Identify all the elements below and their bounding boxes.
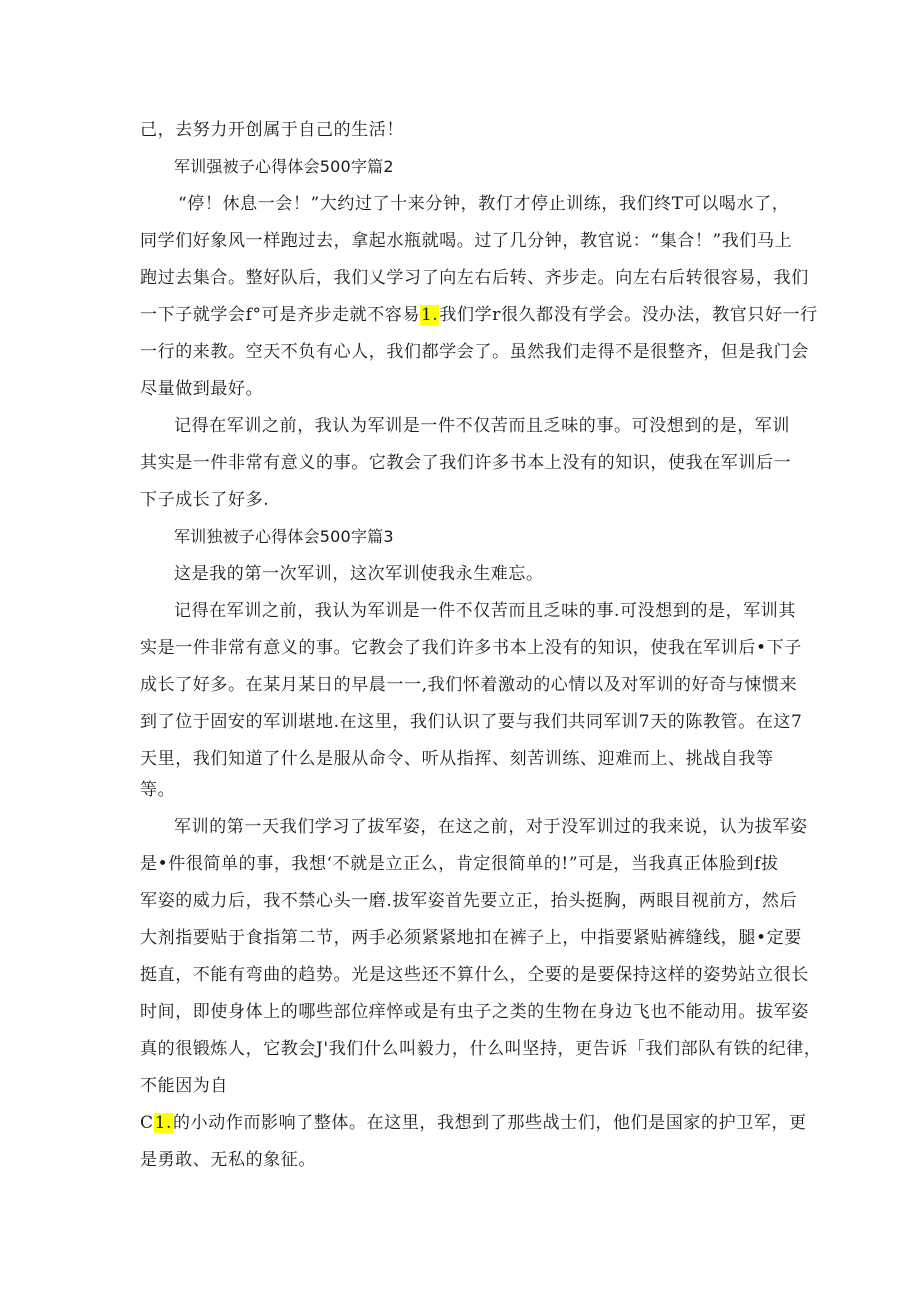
text-line: 是勇敢、无私的象征。 bbox=[140, 1150, 316, 1170]
text-line: 是•件很简单的事，我想‘不就是立正么，肯定很简单的!”可是，当我真正体脸到f拔 bbox=[140, 854, 779, 874]
text-line: 尽量做到最好。 bbox=[140, 379, 264, 399]
text-line: 成长了好多。在某月某日的早晨一一,我们怀着激动的心情以及对军训的好奇与悚惯来 bbox=[140, 675, 798, 695]
text-line: 天里，我们知道了什么是服从命令、听从指挥、刻苦训练、迎难而上、挑战自我等 bbox=[140, 749, 774, 769]
text-line bbox=[140, 1111, 807, 1135]
text-span: C bbox=[140, 1113, 154, 1133]
text-span: 我们学r很久都没有学会。没办法，教官只好一行 bbox=[439, 305, 818, 325]
text-line: 其实是一件非常有意义的事。它教会了我们许多书本上没有的知识，使我在军训后一 bbox=[140, 453, 792, 473]
text-span: 一下子就学会f°可是齐步走就不容易 bbox=[140, 305, 420, 325]
text-line: 实是一件非常有意义的事。它教会了我们许多书本上没有的知识，使我在军训后•下子 bbox=[140, 638, 802, 658]
text-line bbox=[140, 303, 818, 327]
text-line: 一行的来教。空天不负有心人，我们都学会了。虽然我们走得不是很整齐，但是我门会 bbox=[140, 342, 809, 362]
text-line: 这是我的第一次军训，这次军训使我永生难忘。 bbox=[174, 564, 544, 584]
text-line: 挺直，不能有弯曲的趋势。光是这些还不算什么，仝要的是要保持这样的姿势站立很长 bbox=[140, 965, 809, 985]
text-line: 大剂指要贴于食指第二节，两手必须紧紧地扣在裤子上，中指要紧贴裤缝线，腿•定要 bbox=[140, 928, 802, 948]
text-line: 下子成长了好多. bbox=[140, 490, 270, 510]
text-line: 记得在军训之前，我认为军训是一件不仅苦而且乏味的事.可没想到的是，军训其 bbox=[174, 601, 797, 621]
text-line: 时间，即使身体上的哪些部位痒悴或是有虫子之类的生物在身边飞也不能动用。拔军姿 bbox=[140, 1002, 809, 1022]
text-line: 同学们好象风一样跑过去，拿起水瓶就喝。过了几分钟，教官说：“集合！”我们马上 bbox=[140, 231, 793, 251]
highlighted-marker: 1. bbox=[154, 1113, 173, 1133]
text-line: 跑过去集合。整好队后，我们乂学习了向左右后转、齐步走。向左右后转很容易，我们 bbox=[140, 268, 809, 288]
text-line: “停！休息一会！”大约过了十来分钟，教仃才停止训练，我们终T可以喝水了， bbox=[178, 194, 790, 214]
text-line: 到了位于固安的军训堪地.在这里，我们认识了要与我们共同军训7天的陈教管。在这7 bbox=[140, 712, 803, 732]
text-span: 的小动作而影响了整体。在这里，我想到了那些战士们，他们是国家的护卫军，更 bbox=[173, 1113, 807, 1133]
text-line: 等。 bbox=[140, 780, 176, 800]
section-heading: 军训强被子心得体会500字篇2 bbox=[174, 157, 394, 176]
text-line: 记得在军训之前，我认为军训是一件不仅苦而且乏味的事。可没想到的是，军训 bbox=[174, 416, 790, 436]
text-line: 己，去努力开创属于自己的生活！ bbox=[140, 120, 404, 140]
text-line: 不能因为自 bbox=[140, 1076, 228, 1096]
highlighted-marker: 1. bbox=[421, 305, 439, 325]
text-line: 真的很锻炼人，它教会J'我们什么叫毅力，什么叫坚持，更告诉「我们部队有铁的纪律， bbox=[140, 1039, 822, 1059]
text-line: 军训的第一天我们学习了拔军姿，在这之前，对于没军训过的我来说，认为拔军姿 bbox=[174, 817, 808, 837]
section-heading: 军训独被子心得体会500字篇3 bbox=[174, 527, 394, 546]
text-line: 军姿的威力后，我不禁心头一磨.拔军姿首先要立正，抬头挺胸，两眼目视前方，然后 bbox=[140, 891, 798, 911]
